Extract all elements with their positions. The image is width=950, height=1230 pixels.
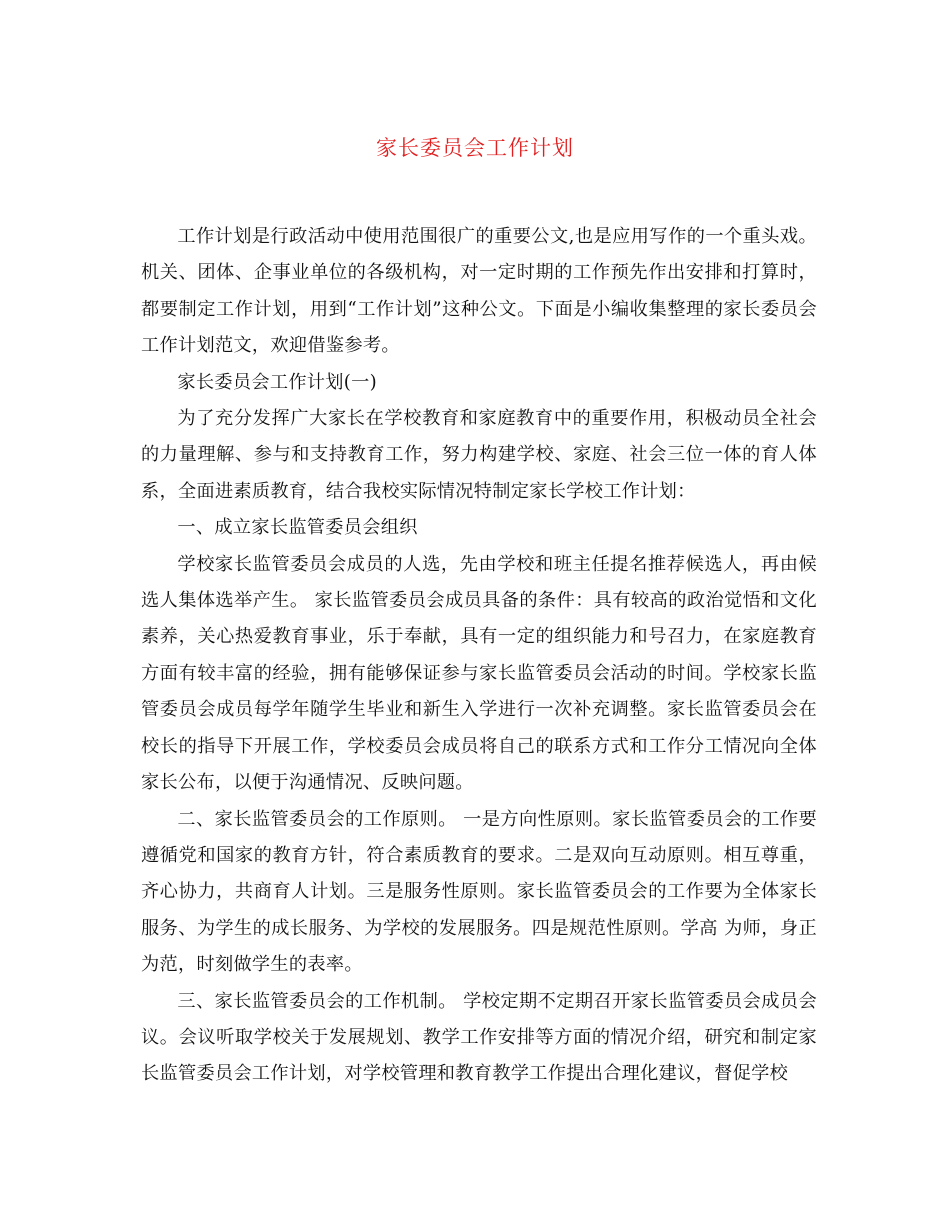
document-title: 家长委员会工作计划 bbox=[376, 136, 574, 160]
intro-paragraph: 工作计划是行政活动中使用范围很广的重要公文,也是应用写作的一个重头戏。机关、团体、企事业单位的各级机构，对一定时期的工作预先作出安排和打算时，都要制定工作计划，用到“工作计划”这种公文。下面是小编收集整理的家长委员会工作计划范文，欢迎借鉴参考。 bbox=[141, 226, 817, 357]
principles-paragraph: 二、家长监管委员会的工作原则。 一是方向性原则。家长监管委员会的工作要遵循党和国家的教育方针，符合素质教育的要求。二是双向互动原则。相互尊重，齐心协力，共商育人计划。三是服务性原则。家长监管委员会的工作要为全体家长服务、为学生的成长服务、为学校的发展服务。四是规范性原则。学高 为师，身正为范，时刻做学生的表率。 bbox=[141, 808, 817, 976]
mechanism-paragraph: 三、家长监管委员会的工作机制。 学校定期不定期召开家长监管委员会成员会议。会议听取学校关于发展规划、教学工作安排等方面的情况介绍，研究和制定家长监管委员会工作计划，对学校管理和教育教学工作提出合理化建议，督促学校 bbox=[141, 990, 817, 1085]
section-heading-plan-one: 家长委员会工作计划(一) bbox=[177, 371, 378, 393]
purpose-paragraph: 为了充分发挥广大家长在学校教育和家庭教育中的重要作用，积极动员全社会的力量理解、参与和支持教育工作，努力构建学校、家庭、社会三位一体的育人体系，全面进素质教育，结合我校实际情况特制定家长学校工作计划： bbox=[141, 408, 817, 502]
document-body bbox=[141, 219, 817, 1093]
section-heading-organization: 一、成立家长监管委员会组织 bbox=[177, 517, 418, 539]
organization-paragraph: 学校家长监管委员会成员的人选，先由学校和班主任提名推荐候选人，再由候选人集体选举产生。 家长监管委员会成员具备的条件：具有较高的政治觉悟和文化素养，关心热爱教育事业，乐于奉献，具有一定的组织能力和号召力，在家庭教育方面有较丰富的经验，拥有能够保证参与家长监管委员会活动的时间。学校家长监管委员会成员每学年随学生毕业和新生入学进行一次补充调整。家长监管委员会在校长的指导下开展工作，学校委员会成员将自己的联系方式和工作分工情况向全体家长公布，以便于沟通情况、反映问题。 bbox=[141, 553, 817, 794]
